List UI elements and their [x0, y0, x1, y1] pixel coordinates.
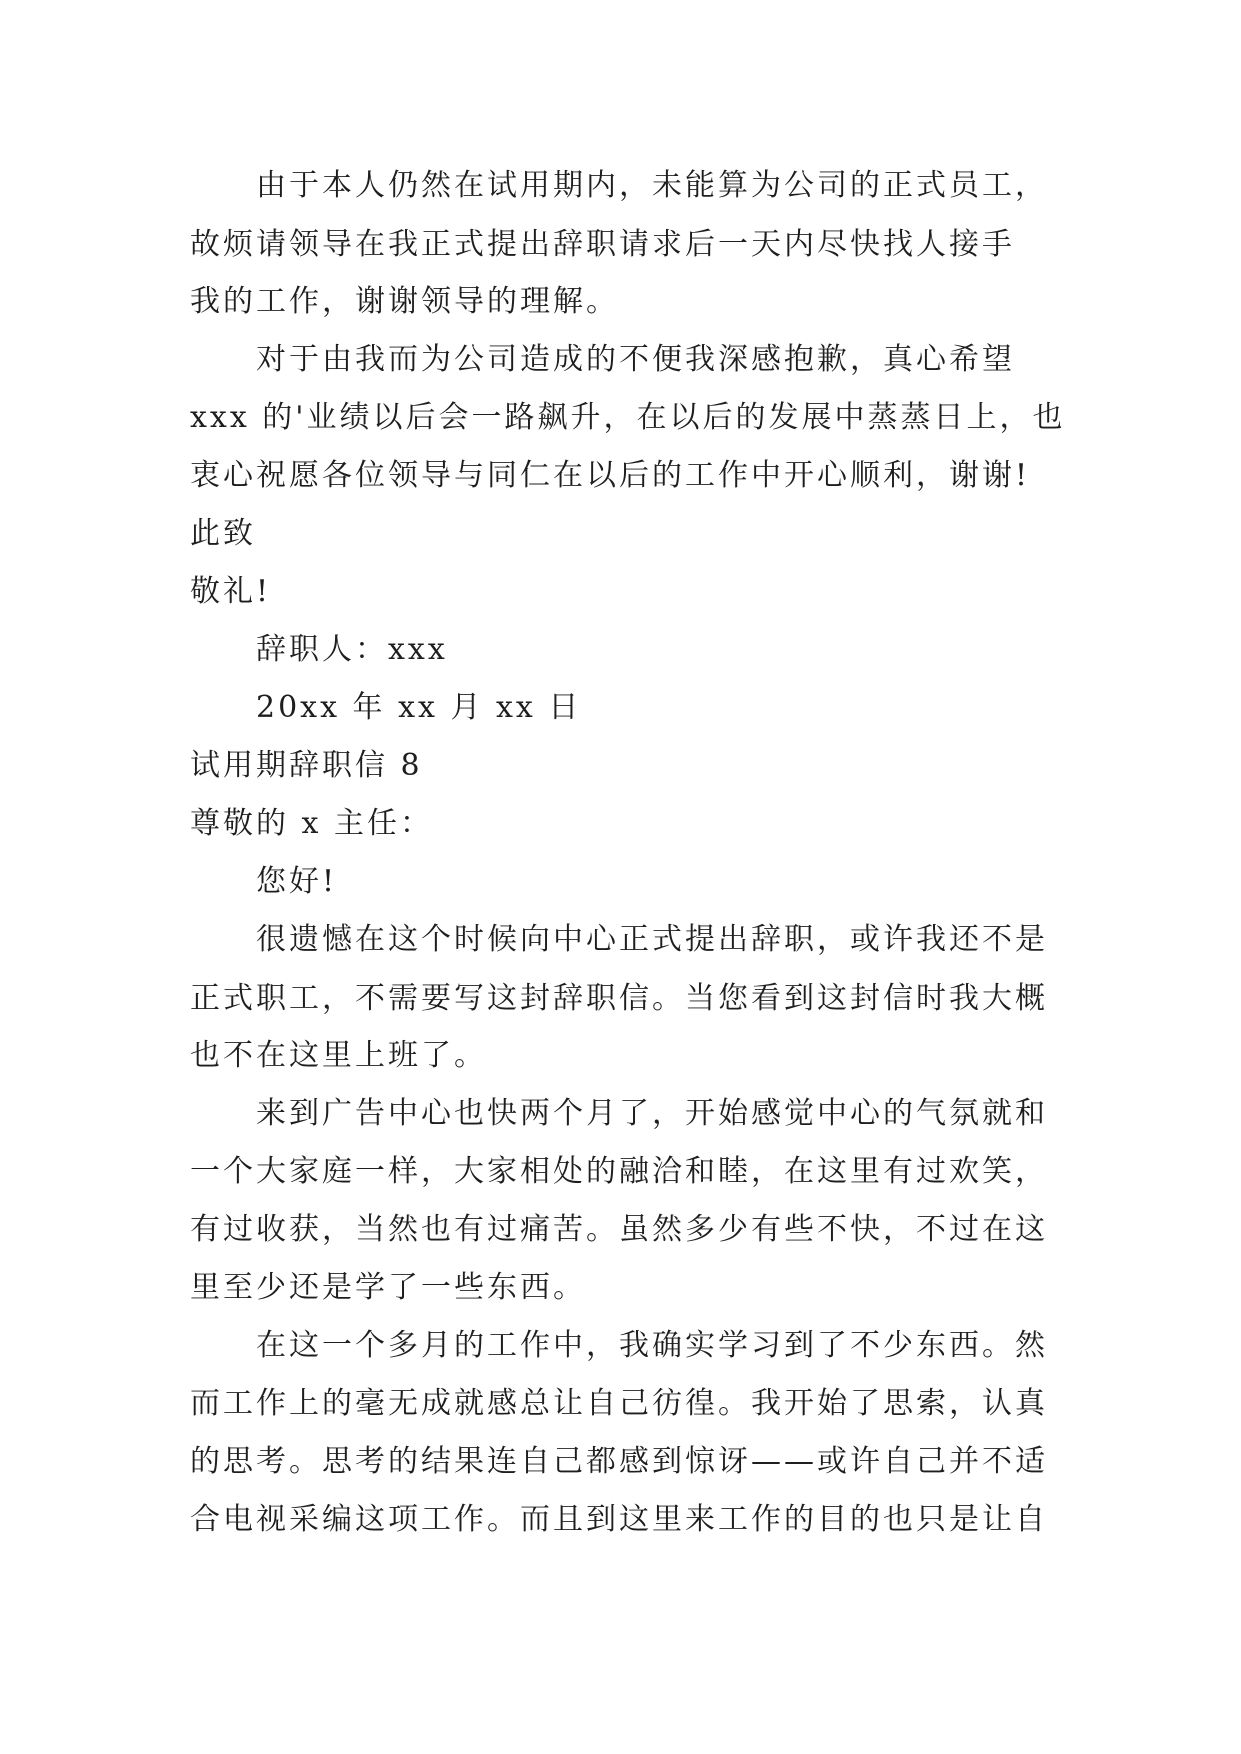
text-line: 一个大家庭一样，大家相处的融洽和睦，在这里有过欢笑，: [190, 1154, 1048, 1189]
text-line: 合电视采编这项工作。而且到这里来工作的目的也只是让自: [190, 1502, 1048, 1537]
text-line: 由于本人仍然在试用期内，未能算为公司的正式员工，: [256, 168, 1048, 203]
text-line: 敬礼!: [190, 574, 272, 609]
salutation: 尊敬的 x 主任：: [190, 806, 433, 841]
text-line: 对于由我而为公司造成的不便我深感抱歉，真心希望: [256, 342, 1015, 377]
date-line: 20xx 年 xx 月 xx 日: [256, 690, 582, 725]
text-line: 正式职工，不需要写这封辞职信。当您看到这封信时我大概: [190, 981, 1048, 1016]
text-line: 来到广告中心也快两个月了，开始感觉中心的气氛就和: [256, 1096, 1048, 1131]
text-line: xxx 的'业绩以后会一路飙升，在以后的发展中蒸蒸日上，也: [190, 400, 1066, 435]
text-line: 很遗憾在这个时候向中心正式提出辞职，或许我还不是: [256, 922, 1048, 957]
text-line: 的思考。思考的结果连自己都感到惊讶——或许自己并不适: [190, 1444, 1048, 1479]
text-line: 衷心祝愿各位领导与同仁在以后的工作中开心顺利，谢谢!: [190, 458, 1031, 493]
text-line: 故烦请领导在我正式提出辞职请求后一天内尽快找人接手: [190, 227, 1015, 262]
text-line: 在这一个多月的工作中，我确实学习到了不少东西。然: [256, 1328, 1048, 1363]
text-line: 里至少还是学了一些东西。: [190, 1270, 586, 1305]
text-line: 也不在这里上班了。: [190, 1038, 487, 1073]
signature-line: 辞职人：xxx: [256, 632, 448, 667]
text-line: 有过收获，当然也有过痛苦。虽然多少有些不快，不过在这: [190, 1212, 1048, 1247]
greeting: 您好!: [256, 864, 338, 899]
text-line: 此致: [190, 516, 256, 551]
section-title: 试用期辞职信 8: [190, 748, 423, 783]
text-line: 我的工作，谢谢领导的理解。: [190, 284, 619, 319]
text-line: 而工作上的毫无成就感总让自己彷徨。我开始了思索，认真: [190, 1386, 1048, 1421]
